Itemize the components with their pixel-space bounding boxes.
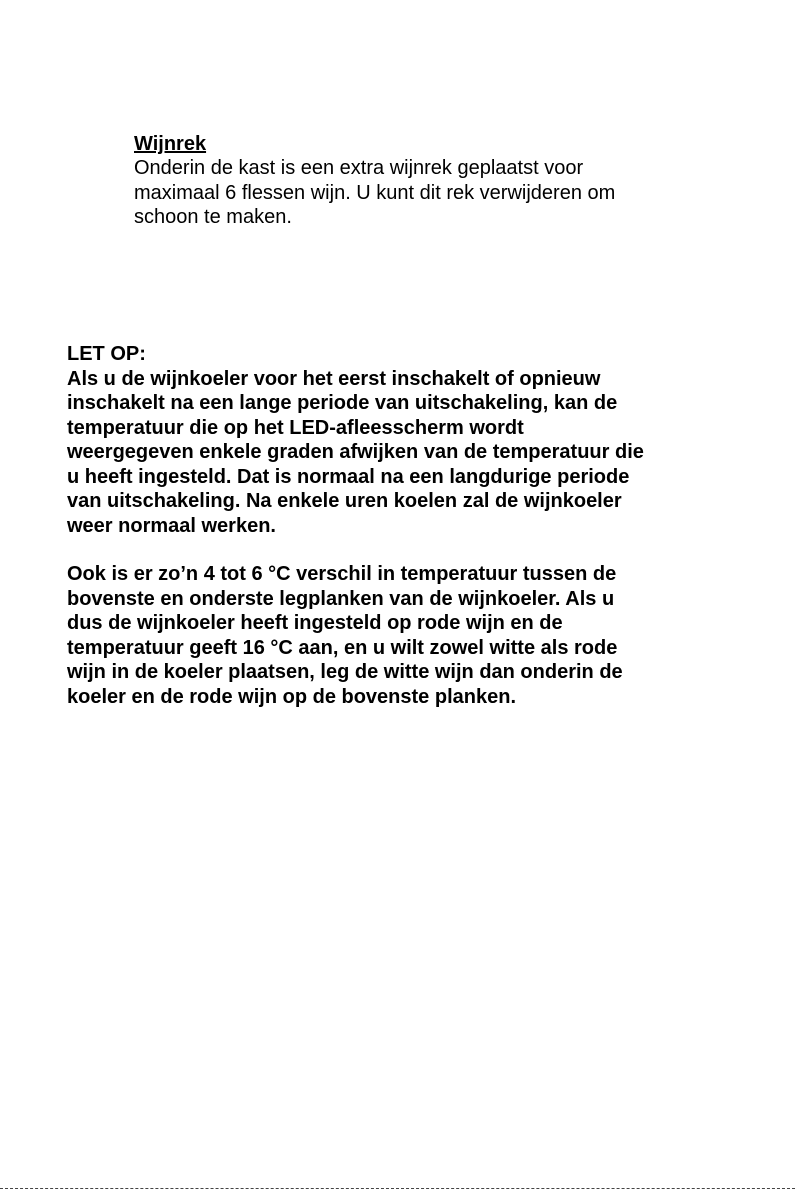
notice-paragraph2-line: koeler en de rode wijn op de bovenste planken.: [67, 685, 516, 708]
notice-paragraph1-line: weer normaal werken.: [67, 514, 276, 537]
wine-rack-section: [134, 132, 734, 230]
notice-paragraph1-line: u heeft ingesteld. Dat is normaal na een langdurige periode: [67, 465, 630, 488]
notice-paragraph1-line: temperatuur die op het LED-afleesscherm wordt: [67, 416, 524, 439]
notice-paragraph1-line: inschakelt na een lange periode van uitschakeling, kan de: [67, 392, 618, 414]
paragraph-spacer: [67, 538, 737, 562]
notice-paragraph1-line: weergegeven enkele graden afwijken van de temperatuur die: [67, 441, 644, 463]
wine-rack-line: maximaal 6 flessen wijn. U kunt dit rek verwijderen om: [134, 181, 616, 204]
notice-paragraph1-line: Als u de wijnkoeler voor het eerst inschakelt of opnieuw: [67, 367, 601, 390]
wine-rack-heading: Wijnrek: [134, 133, 207, 155]
notice-paragraph1-line: van uitschakeling. Na enkele uren koelen zal de wijnkoeler: [67, 490, 622, 512]
page-bottom-divider: [0, 1188, 795, 1189]
wine-rack-line: schoon te maken.: [134, 206, 292, 228]
notice-paragraph2-line: Ook is er zo’n 4 tot 6 °C verschil in temperatuur tussen de: [67, 563, 617, 585]
notice-paragraph2-line: temperatuur geeft 16 °C aan, en u wilt zowel witte als rode: [67, 636, 618, 659]
wine-rack-line: Onderin de kast is een extra wijnrek geplaatst voor: [134, 157, 584, 179]
notice-paragraph2-line: bovenste en onderste legplanken van de wijnkoeler. Als u: [67, 587, 615, 610]
notice-paragraph2-line: wijn in de koeler plaatsen, leg de witte wijn dan onderin de: [67, 661, 623, 683]
notice-section: [67, 342, 737, 709]
notice-heading: LET OP:: [67, 343, 146, 365]
notice-paragraph2-line: dus de wijnkoeler heeft ingesteld op rode wijn en de: [67, 612, 563, 634]
